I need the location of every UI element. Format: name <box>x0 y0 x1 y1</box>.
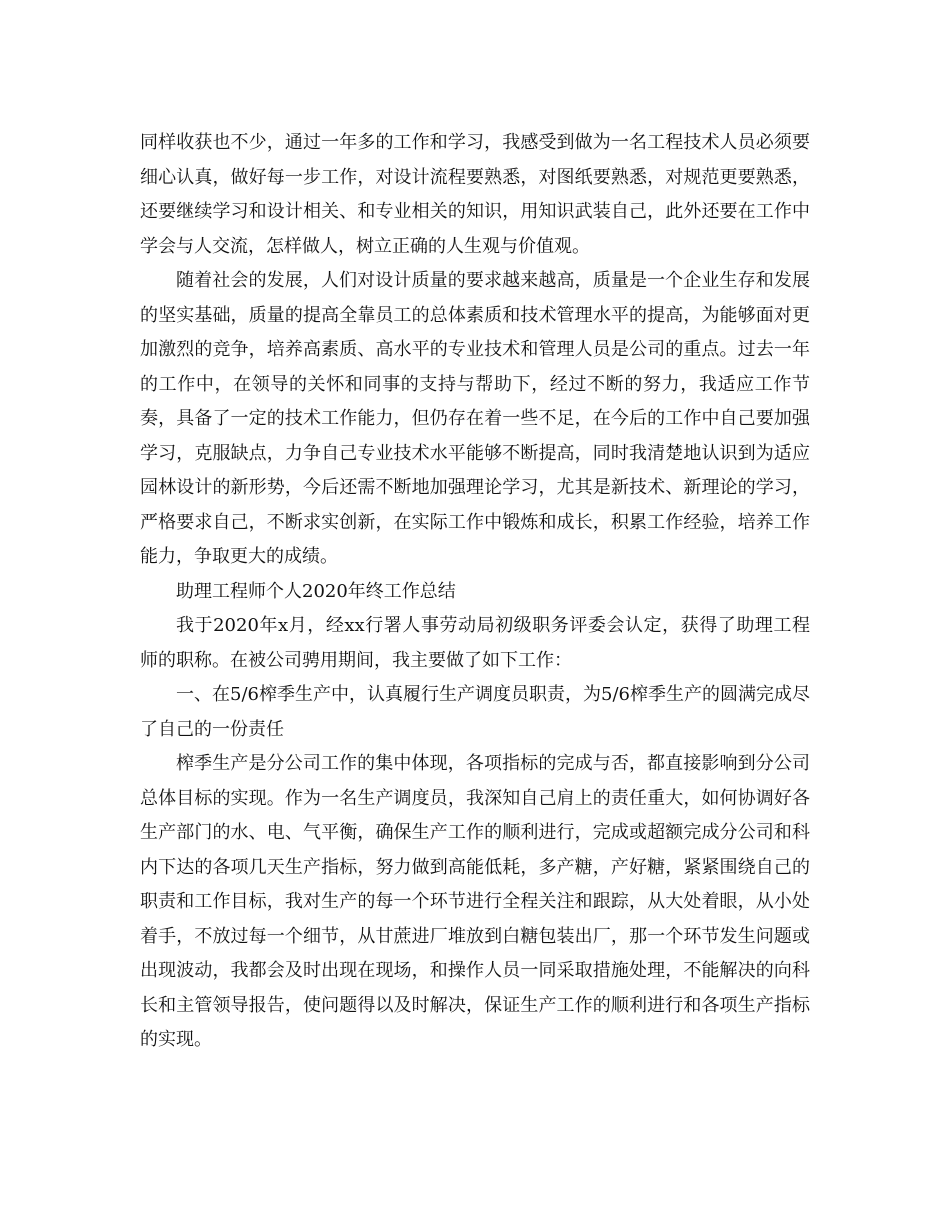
section-heading: 助理工程师个人2020年终工作总结 <box>176 580 456 602</box>
paragraph-4: 一、在5/6榨季生产中，认真履行生产调度员职责，为5/6榨季生产的圆满完成尽了自己的一份责任 <box>140 684 810 740</box>
paragraph-1: 同样收获也不少，通过一年多的工作和学习，我感受到做为一名工程技术人员必须要细心认真，做好每一步工作，对设计流程要熟悉，对图纸要熟悉，对规范更要熟悉，还要继续学习和设计相关、和专业相关的知识，用知识武装自己，此外还要在工作中学会与人交流，怎样做人，树立正确的人生观与价值观。 <box>140 132 810 257</box>
paragraph-3: 我于2020年x月，经xx行署人事劳动局初级职务评委会认定，获得了助理工程师的职称。在被公司骋用期间，我主要做了如下工作： <box>140 615 810 671</box>
paragraph-2: 随着社会的发展，人们对设计质量的要求越来越高，质量是一个企业生存和发展的坚实基础，质量的提高全靠员工的总体素质和技术管理水平的提高，为能够面对更加激烈的竞争，培养高素质、高水平的专业技术和管理人员是公司的重点。过去一年的工作中，在领导的关怀和同事的支持与帮助下，经过不断的努力，我适应工作节奏，具备了一定的技术工作能力，但仍存在着一些不足，在今后的工作中自己要加强学习，克服缺点，力争自己专业技术水平能够不断提高，同时我清楚地认识到为适应园林设计的新形势，今后还需不断地加强理论学习，尤其是新技术、新理论的学习，严格要求自己，不断求实创新，在实际工作中锻炼和成长，积累工作经验，培养工作能力，争取更大的成绩。 <box>140 270 810 567</box>
paragraph-5: 榨季生产是分公司工作的集中体现，各项指标的完成与否，都直接影响到分公司总体目标的实现。作为一名生产调度员，我深知自己肩上的责任重大，如何协调好各生产部门的水、电、气平衡，确保生产工作的顺利进行，完成或超额完成分公司和科内下达的各项几天生产指标，努力做到高能低耗，多产糖，产好糖，紧紧围绕自己的职责和工作目标，我对生产的每一个环节进行全程关注和跟踪，从大处着眼，从小处着手，不放过每一个细节，从甘蔗进厂堆放到白糖包装出厂，那一个环节发生问题或出现波动，我都会及时出现在现场，和操作人员一同采取措施处理，不能解决的向科长和主管领导报告，使问题得以及时解决，保证生产工作的顺利进行和各项生产指标的实现。 <box>140 753 810 1050</box>
document-body <box>140 126 810 1058</box>
